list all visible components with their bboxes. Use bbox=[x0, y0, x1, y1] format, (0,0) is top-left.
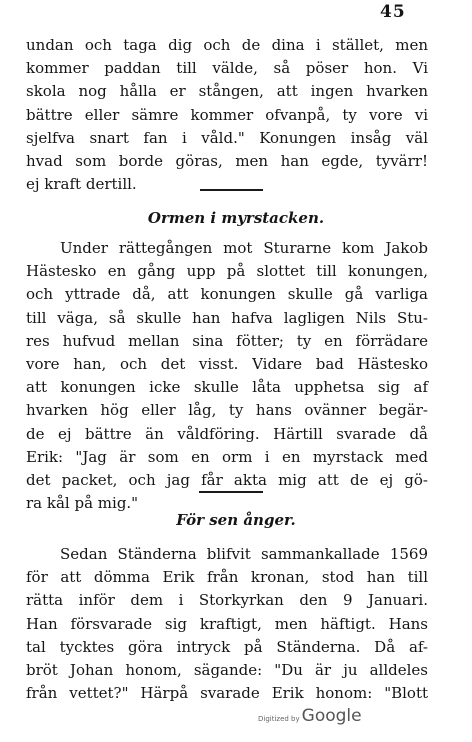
text-line: skola nog hålla er stången, att ingen hvarken bbox=[26, 82, 428, 101]
section-divider bbox=[199, 491, 263, 493]
paragraph-2 bbox=[26, 237, 428, 515]
text-line: hvad som borde göras, men han egde, tyvärr! bbox=[26, 152, 428, 171]
text-line: Hästesko en gång upp på slottet till konungen, bbox=[26, 262, 428, 281]
text-line: ra kål på mig." bbox=[26, 494, 139, 513]
text-line: till väga, så skulle han hafva lagligen Nils Stu- bbox=[26, 308, 428, 327]
section-heading: För sen ånger. bbox=[176, 511, 296, 529]
text-line: och yttrade då, att konungen skulle gå varliga bbox=[26, 285, 428, 304]
paragraph-1 bbox=[26, 34, 428, 196]
text-line: vore han, och det visst. Vidare bad Hästesko bbox=[26, 355, 428, 374]
paragraph-3 bbox=[26, 543, 428, 705]
text-line: bröt Johan honom, sägande: "Du är ju alldeles bbox=[26, 661, 428, 680]
text-line: Under rättegången mot Sturarne kom Jakob bbox=[60, 239, 428, 257]
section-divider bbox=[200, 189, 263, 191]
text-line: tal tycktes göra intryck på Ständerna. Då af- bbox=[26, 637, 428, 656]
text-line: Sedan Ständerna blifvit sammankallade 1569 bbox=[60, 545, 428, 563]
text-line: bättre eller sämre kommer ofvanpå, ty vore vi bbox=[26, 105, 428, 124]
digitized-watermark bbox=[258, 706, 362, 726]
page-number: 45 bbox=[380, 2, 406, 22]
text-line: från vettet?" Härpå svarade Erik honom: "Blott bbox=[26, 684, 428, 703]
text-line: Han försvarade sig kraftigt, men häftigt. Hans bbox=[26, 614, 428, 633]
text-line: ej kraft dertill. bbox=[26, 175, 137, 194]
watermark-prefix: Digitized by bbox=[258, 715, 300, 723]
text-line: rätta inför dem i Storkyrkan den 9 Januari. bbox=[26, 591, 428, 610]
text-line: att konungen icke skulle låta upphetsa sig af bbox=[26, 378, 428, 397]
text-line: res hufvud mellan sina fötter; ty en förrädare bbox=[26, 331, 428, 350]
text-line: för att dömma Erik från kronan, stod han till bbox=[26, 568, 428, 587]
google-logo: Google bbox=[301, 706, 362, 726]
section-heading: Ormen i myrstacken. bbox=[147, 209, 325, 227]
text-line: de ej bättre än våldföring. Härtill svarade då bbox=[26, 424, 428, 443]
text-line: hvarken hög eller låg, ty hans ovänner begär- bbox=[26, 401, 428, 420]
text-line: det packet, och jag får akta mig att de ej gö- bbox=[26, 471, 428, 490]
text-line: kommer paddan till välde, så pöser hon. Vi bbox=[26, 59, 428, 78]
text-line: sjelfva snart fan i våld." Konungen insåg väl bbox=[26, 128, 428, 147]
text-line: Erik: "Jag är som en orm i en myrstack med bbox=[26, 447, 428, 466]
text-line: undan och taga dig och de dina i stället, men bbox=[26, 36, 428, 54]
